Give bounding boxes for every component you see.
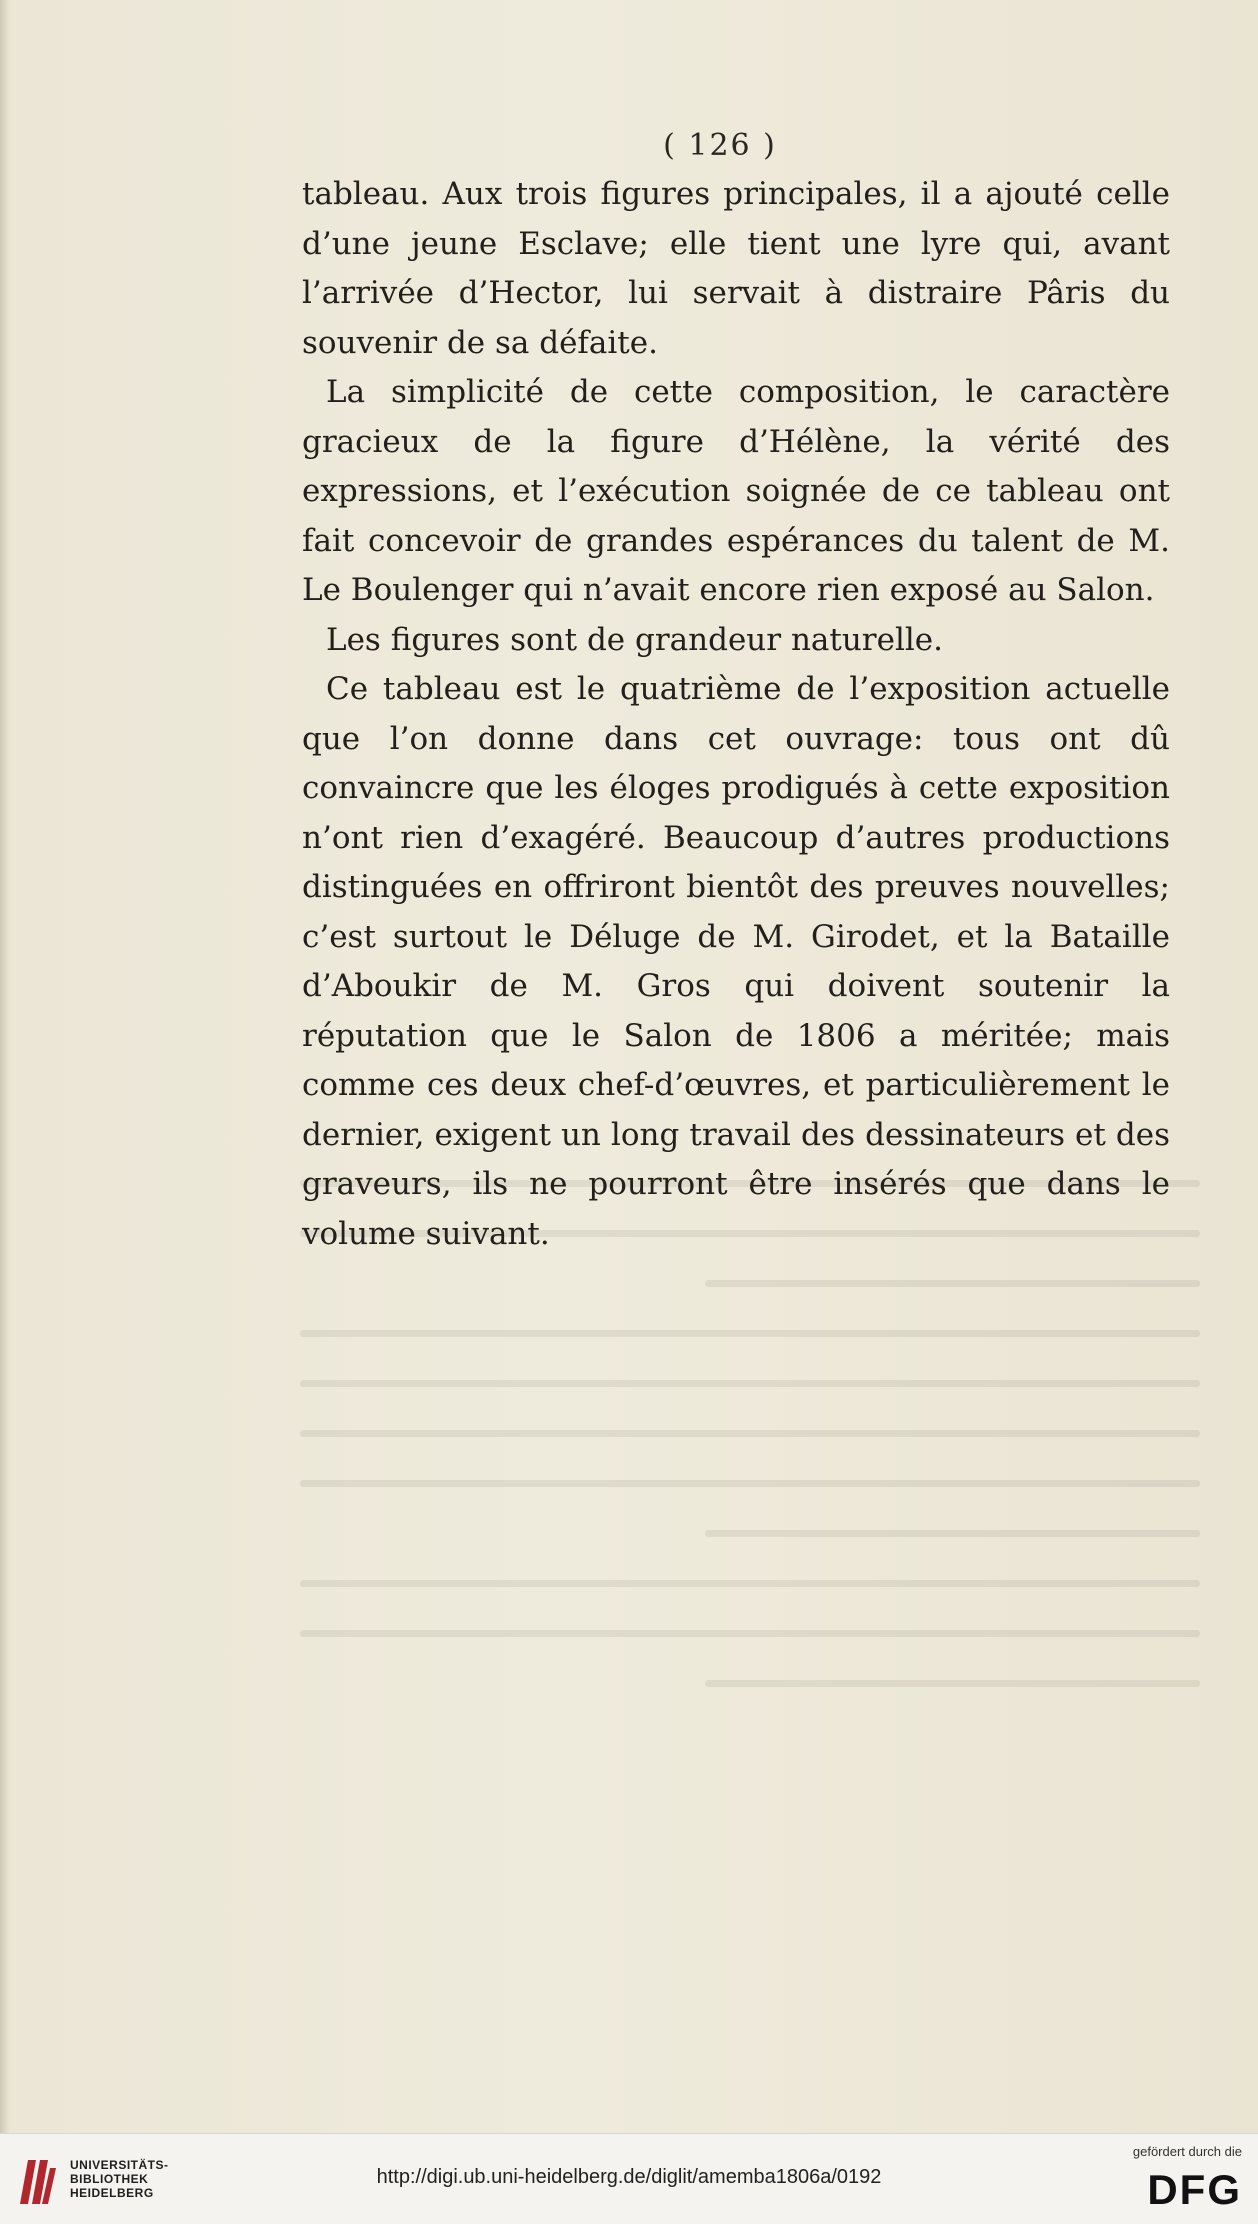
funding-label: gefördert durch die [1132, 2144, 1242, 2159]
paragraph: tableau. Aux trois figures principales, il a ajouté celle d’une jeune Esclave; elle tient une lyre qui, avant l’arrivée d’Hector, lui servait à distraire Pâris du souvenir de sa défaite. [302, 176, 1170, 361]
paragraph: Les figures sont de grandeur naturelle. [326, 621, 944, 658]
digitization-footer [0, 2133, 1258, 2224]
paragraph: La simplicité de cette composition, le caractère gracieux de la figure d’Hélène, la vérité des expressions, et l’exécution soignée de ce tableau ont fait concevoir de grandes espérances du talent de M. Le Boulenger qui n’avait encore rien exposé au Salon. [302, 374, 1170, 608]
body-text [302, 170, 1170, 1259]
paragraph: Ce tableau est le quatrième de l’exposition actuelle que l’on donne dans cet ouvrage: tous ont dû convaincre que les éloges prodigués à cette exposition n’ont rien d’exagéré. Beaucoup d’autres productions distinguées en offriront bientôt des preuves nouvelles; c’est surtout le Déluge de M. Girodet, et la Bataille d’Aboukir de M. Gros qui doivent soutenir la réputation que le Salon de 1806 a méritée; mais comme ces deux chef-d’œuvres, et particulièrement le dernier, exigent un long travail des dessinateurs et des graveurs, ils ne pourront être insérés que dans le volume suivant. [302, 671, 1170, 1252]
bleed-through-text [300, 1180, 1200, 1900]
source-url[interactable]: http://digi.ub.uni-heidelberg.de/diglit/amemba1806a/0192 [376, 2166, 882, 2188]
dfg-logo: DFG [1147, 2166, 1242, 2213]
page-number: ( 126 ) [663, 128, 777, 163]
library-name: UNIVERSITÄTS- BIBLIOTHEK HEIDELBERG [70, 2158, 169, 2200]
page-edge-shadow [0, 0, 10, 2133]
